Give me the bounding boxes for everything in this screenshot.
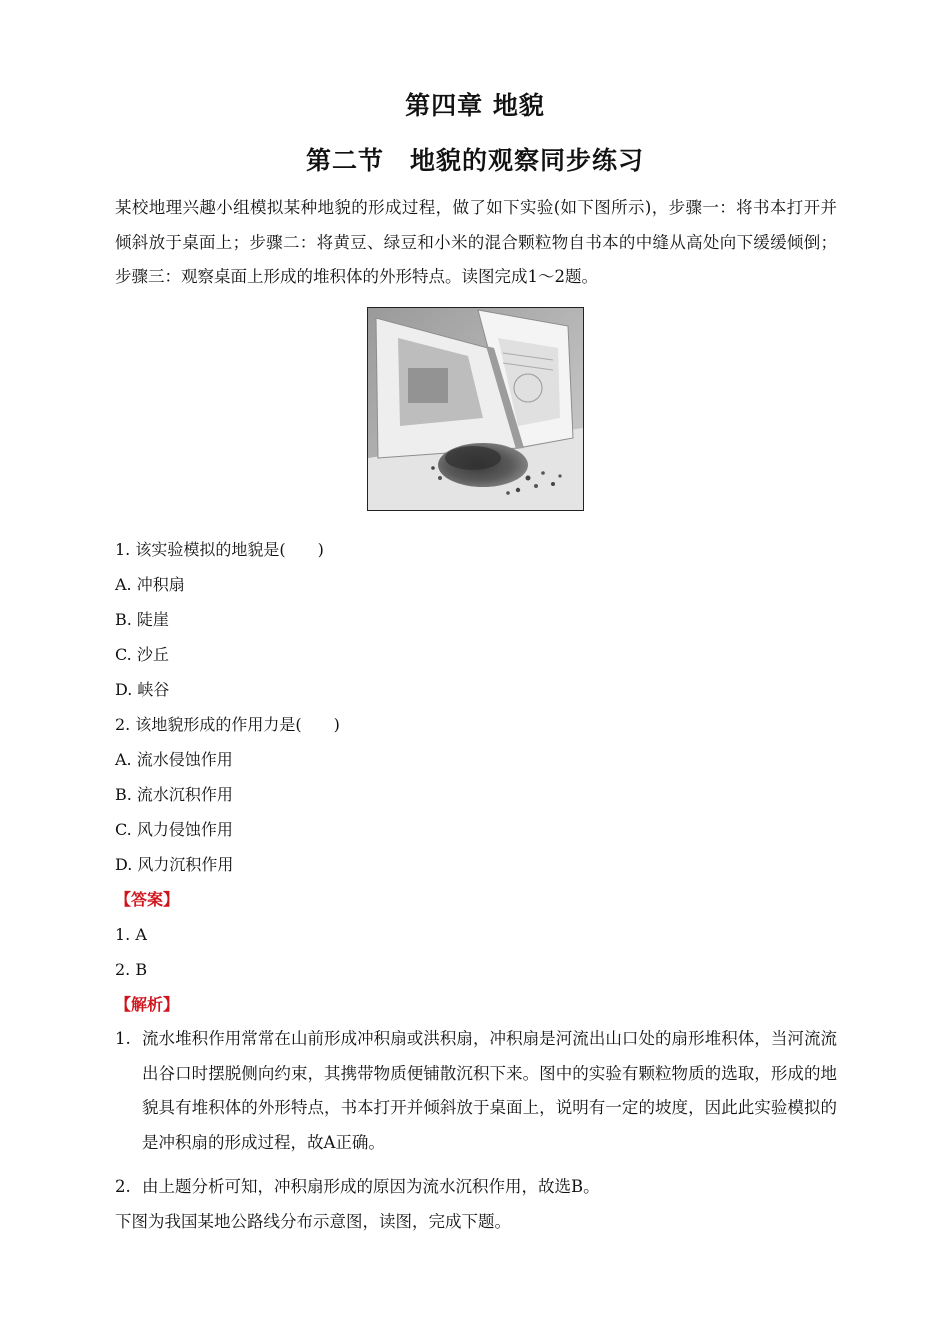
question-1-option-d: D. 峡谷 <box>115 680 170 699</box>
question-2-option-c: C. 风力侵蚀作用 <box>115 820 233 839</box>
section-title: 第二节 地貌的观察同步练习 <box>305 146 644 175</box>
experiment-photo-illustration <box>368 308 583 510</box>
answer-heading: 【答案】 <box>115 890 180 909</box>
question-2-stem: 2. 该地貌形成的作用力是( ) <box>115 715 340 734</box>
question-1-option-c: C. 沙丘 <box>115 645 169 664</box>
intro-paragraph: 某校地理兴趣小组模拟某种地貌的形成过程，做了如下实验(如下图所示)，步骤一：将书本打开并倾斜放于桌面上；步骤二：将黄豆、绿豆和小米的混合颗粒物自书本的中缝从高处向下缓缓倾倒；步骤三：观察桌面上形成的堆积体的外形特点。读图完成1～2题。 <box>115 198 837 286</box>
question-1-option-a: A. 冲积扇 <box>115 575 185 594</box>
analysis-item-text: 由上题分析可知，冲积扇形成的原因为流水沉积作用，故选B。 <box>142 1177 600 1196</box>
answer-1: 1. A <box>115 925 147 944</box>
chapter-title: 第四章 地貌 <box>405 91 545 120</box>
experiment-photo <box>367 307 584 511</box>
analysis-item-text: 流水堆积作用常常在山前形成冲积扇或洪积扇，冲积扇是河流出山口处的扇形堆积体，当河流流出谷口时摆脱侧向约束，其携带物质便铺散沉积下来。图中的实验有颗粒物质的选取，形成的地貌具有堆积体的外形特点，书本打开并倾斜放于桌面上，说明有一定的坡度，因此此实验模拟的是冲积扇的形成过程，故A正确。 <box>142 1029 837 1152</box>
answer-2: 2. B <box>115 960 148 979</box>
question-1-stem: 1. 该实验模拟的地貌是( ) <box>115 540 324 559</box>
question-2-option-b: B. 流水沉积作用 <box>115 785 233 804</box>
analysis-item-number: 2. <box>115 1177 131 1196</box>
analysis-item-number: 1. <box>115 1029 131 1048</box>
analysis-heading: 【解析】 <box>115 995 180 1014</box>
question-2-option-a: A. 流水侵蚀作用 <box>115 750 233 769</box>
closing-paragraph: 下图为我国某地公路线分布示意图，读图，完成下题。 <box>115 1212 511 1231</box>
question-1-option-b: B. 陡崖 <box>115 610 169 629</box>
question-2-option-d: D. 风力沉积作用 <box>115 855 234 874</box>
